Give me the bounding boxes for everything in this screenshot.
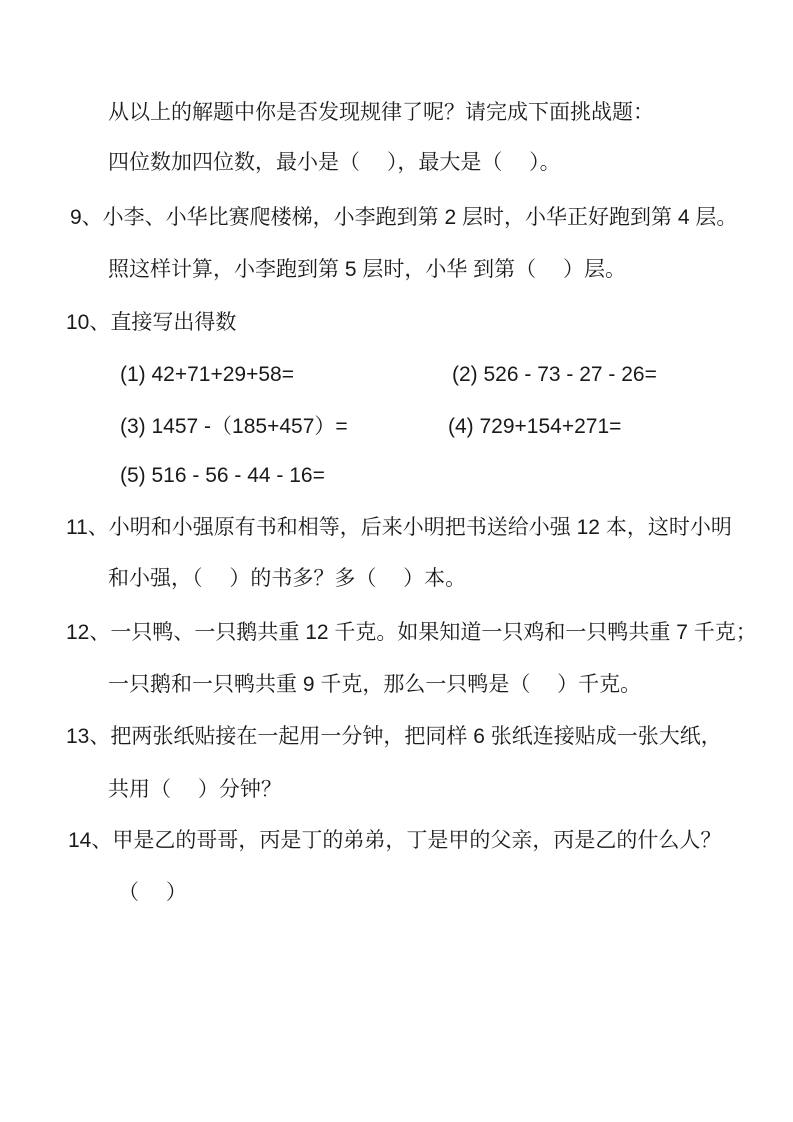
- question-10-item-1: (1) 42+71+29+58=: [120, 363, 294, 386]
- intro-line-1: 从以上的解题中你是否发现规律了呢？请完成下面挑战题：: [108, 101, 654, 124]
- question-14-line-1: 14、甲是乙的哥哥，丙是丁的弟弟，丁是甲的父亲，丙是乙的什么人？: [68, 829, 722, 852]
- question-13-line-2: 共用（ ）分钟？: [108, 778, 282, 801]
- question-10-item-3: (3) 1457 -（185+457）=: [120, 415, 348, 438]
- question-13-line-1: 13、把两张纸贴接在一起用一分钟，把同样 6 张纸连接贴成一张大纸，: [66, 725, 722, 748]
- question-11-line-1: 11、小明和小强原有书和相等，后来小明把书送给小强 12 本，这时小明: [66, 516, 732, 539]
- intro-line-2: 四位数加四位数，最小是（ ），最大是（ ）。: [108, 151, 561, 174]
- question-12-line-2: 一只鹅和一只鸭共重 9 千克，那么一只鸭是（ ）千克。: [108, 673, 642, 696]
- question-14-answer-blank: （ ）: [118, 881, 187, 904]
- question-10-title: 10、直接写出得数: [66, 311, 237, 334]
- question-9-line-2: 照这样计算，小李跑到第 5 层时，小华 到第（ ）层。: [108, 258, 627, 281]
- question-10-item-2: (2) 526 - 73 - 27 - 26=: [452, 363, 657, 386]
- question-9-line-1: 9、小李、小华比赛爬楼梯，小李跑到第 2 层时，小华正好跑到第 4 层。: [70, 206, 738, 229]
- question-11-line-2: 和小强，（ ）的书多？多（ ）本。: [108, 567, 467, 590]
- question-10-item-4: (4) 729+154+271=: [448, 415, 622, 438]
- question-12-line-1: 12、一只鸭、一只鹅共重 12 千克。如果知道一只鸡和一只鸭共重 7 千克；: [66, 621, 757, 644]
- question-10-item-5: (5) 516 - 56 - 44 - 16=: [120, 464, 325, 487]
